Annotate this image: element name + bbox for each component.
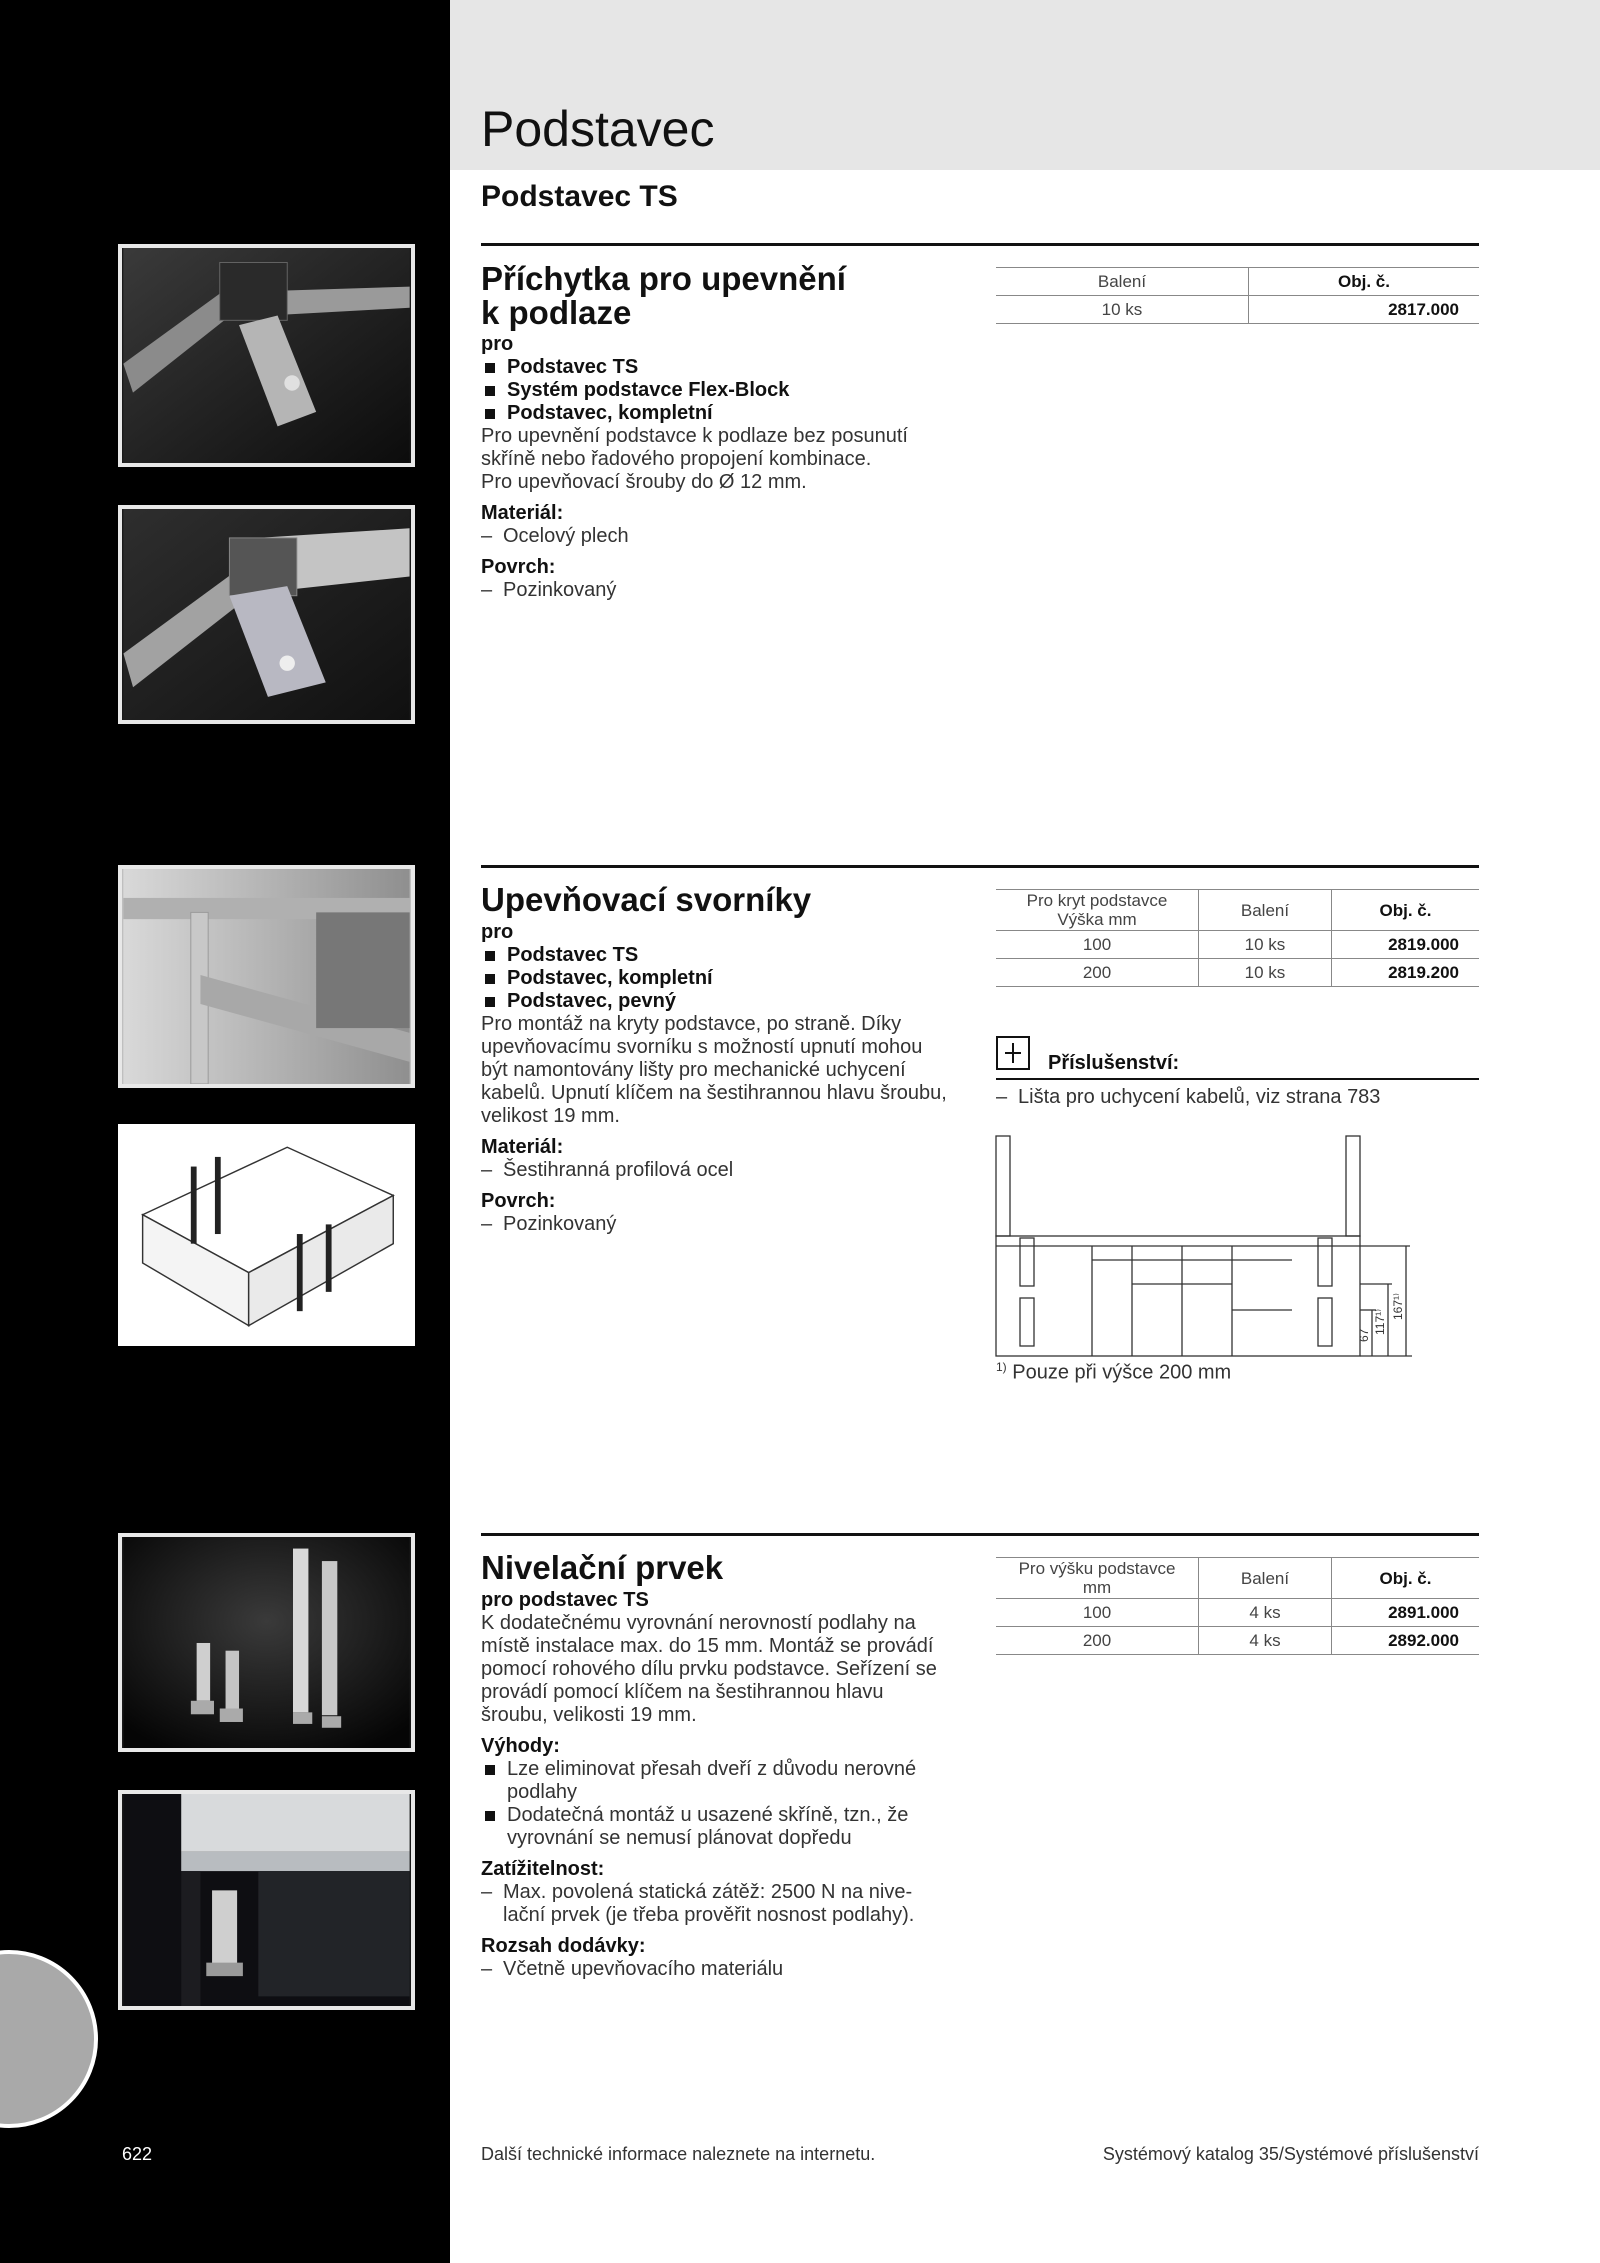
product3-cell-obj: 2892.000 [1332,1627,1480,1655]
accessory-plus-icon [996,1036,1030,1070]
product1-th-baleni: Balení [996,268,1249,296]
product3-desc-line: provádí pomocí klíčem na šestihrannou hlavu [481,1681,884,1703]
product3-photo-2 [118,1790,415,2010]
product2-cell: 10 ks [1199,931,1332,959]
footnote-mark: 1) [996,1360,1007,1374]
product2-title: Upevňovací svorníky [481,881,812,918]
product1-bullet: Podstavec, kompletní [481,402,961,425]
product2-cell: 100 [996,931,1199,959]
product2-desc-line: Pro montáž na kryty podstavce, po straně. Díky [481,1013,902,1035]
product2-cell: 200 [996,959,1199,987]
product3-desc-line: šroubu, velikosti 19 mm. [481,1704,697,1726]
table-row [996,296,1479,324]
product2-cell-obj: 2819.000 [1332,931,1480,959]
product3-scope-label: Rozsah dodávky: [481,1935,646,1957]
product2-surface-label: Povrch: [481,1190,556,1212]
footer-note: Další technické informace naleznete na internetu. [481,2144,876,2164]
product3-photo-1 [118,1533,415,1752]
product3-cell-obj: 2891.000 [1332,1599,1480,1627]
product1-surface: – Pozinkovaný [481,579,961,602]
product2-cell-obj: 2819.200 [1332,959,1480,987]
product1-body [481,333,961,602]
product1-bullet: Podstavec TS [481,356,961,379]
product1-desc-line: Pro upevnění podstavce k podlaze bez posunutí [481,425,908,447]
page-number: 622 [122,2144,153,2164]
accessory-label: Příslušenství: [1048,1052,1180,1074]
product3-th-height [996,1558,1199,1599]
dimension-label: 67 [1357,1328,1371,1342]
accessory-rule [996,1078,1479,1080]
table-row [996,959,1479,987]
product3-rule [481,1533,1479,1536]
product3-th-height-line1: Pro výšku podstavce [1018,1559,1176,1578]
product3-advantage: Dodatečná montáž u usazené skříně, tzn., že vyrovnání se nemusí plánovat dopředu [481,1804,921,1850]
table-row [996,1627,1479,1655]
product1-material-label: Materiál: [481,502,564,524]
product1-photo-2 [118,505,415,724]
accessory-item: – Lišta pro uchycení kabelů, viz strana 783 [996,1086,1380,1109]
product3-th-baleni: Balení [1199,1558,1332,1599]
product2-photo [118,865,415,1088]
product2-desc-line: být namontovány lišty pro mechanické uchycení [481,1059,906,1081]
product3-cell: 4 ks [1199,1627,1332,1655]
product3-body [481,1589,971,1981]
product3-advantage: Lze eliminovat přesah dveří z důvodu nerovné podlahy [481,1758,921,1804]
product2-rule [481,865,1479,868]
product2-body [481,921,971,1236]
product1-material: – Ocelový plech [481,525,961,548]
product1-table [996,267,1479,324]
table-row [996,1599,1479,1627]
product3-desc-line: K dodatečnému vyrovnání nerovností podlahy na [481,1612,916,1634]
product2-material: – Šestihranná profilová ocel [481,1159,971,1182]
product3-load-label: Zatížitelnost: [481,1858,605,1880]
product1-bullet: Systém podstavce Flex-Block [481,379,961,402]
product2-th-height-line1: Pro kryt podstavce [1026,891,1168,910]
dimension-label: 167¹⁾ [1391,1293,1405,1320]
product1-title-line1: Příchytka pro upevnění [481,260,846,297]
product1-desc-line: Pro upevňovací šrouby do Ø 12 mm. [481,471,807,493]
product2-th-height [996,890,1199,931]
product2-th-baleni: Balení [1199,890,1332,931]
product3-cell: 100 [996,1599,1199,1627]
product2-table [996,889,1479,987]
product1-for-label: pro [481,333,514,355]
product3-cell: 200 [996,1627,1199,1655]
product3-advantages [481,1758,921,1850]
product3-load-line2: lační prvek (je třeba prověřit nosnost podlahy). [503,1904,915,1926]
dimension-label: 117¹⁾ [1373,1308,1387,1335]
product2-for-label: pro [481,921,514,943]
product2-bullet: Podstavec, kompletní [481,967,971,990]
product1-desc-line: skříně nebo řadového propojení kombinace. [481,448,872,470]
section-title: Podstavec TS [481,180,678,213]
product3-title: Nivelační prvek [481,1549,724,1586]
product2-cell: 10 ks [1199,959,1332,987]
product3-cell: 4 ks [1199,1599,1332,1627]
product2-surface: – Pozinkovaný [481,1213,971,1236]
page-title: Podstavec [481,101,715,157]
table-row [996,931,1479,959]
product2-bullets [481,944,971,1013]
product3-th-height-line2: mm [1082,1578,1112,1597]
product2-material-label: Materiál: [481,1136,564,1158]
product2-technical-drawing [992,1130,1422,1360]
product1-cell-obj: 2817.000 [1249,296,1480,324]
product3-th-obj: Obj. č. [1332,1558,1480,1599]
footnote [996,1360,1231,1385]
product1-cell-baleni: 10 ks [996,296,1249,324]
product3-load [481,1881,971,1927]
product1-surface-label: Povrch: [481,556,556,578]
footnote-text: Pouze při výšce 200 mm [1012,1361,1232,1384]
product1-bullets [481,356,961,425]
product2-th-obj: Obj. č. [1332,890,1480,931]
product1-title [481,262,846,330]
footer-catalog: Systémový katalog 35/Systémové příslušenství [1102,2144,1479,2164]
product2-th-height-line2: Výška mm [1057,910,1137,929]
product2-desc-line: upevňovacímu svorníku s možností upnutí mohou [481,1036,923,1058]
product2-desc-line: velikost 19 mm. [481,1105,620,1127]
product1-rule [481,243,1479,246]
product3-advantages-label: Výhody: [481,1735,560,1757]
product1-th-obj: Obj. č. [1249,268,1480,296]
product3-desc-line: místě instalace max. do 15 mm. Montáž se provádí [481,1635,934,1657]
product3-desc-line: pomocí rohového dílu prvku podstavce. Seřízení se [481,1658,937,1680]
product3-scope: – Včetně upevňovacího materiálu [481,1958,971,1981]
product2-drawing [118,1124,415,1346]
product3-subtitle: pro podstavec TS [481,1589,649,1611]
product1-photo-1 [118,244,415,467]
product3-table [996,1557,1479,1655]
product2-desc-line: kabelů. Upnutí klíčem na šestihrannou hlavu šroubu, [481,1082,947,1104]
product1-title-line2: k podlaze [481,294,632,331]
product2-bullet: Podstavec, pevný [481,990,971,1013]
product3-load-line1: – Max. povolená statická zátěž: 2500 N na nive- [503,1881,913,1903]
product2-bullet: Podstavec TS [481,944,971,967]
